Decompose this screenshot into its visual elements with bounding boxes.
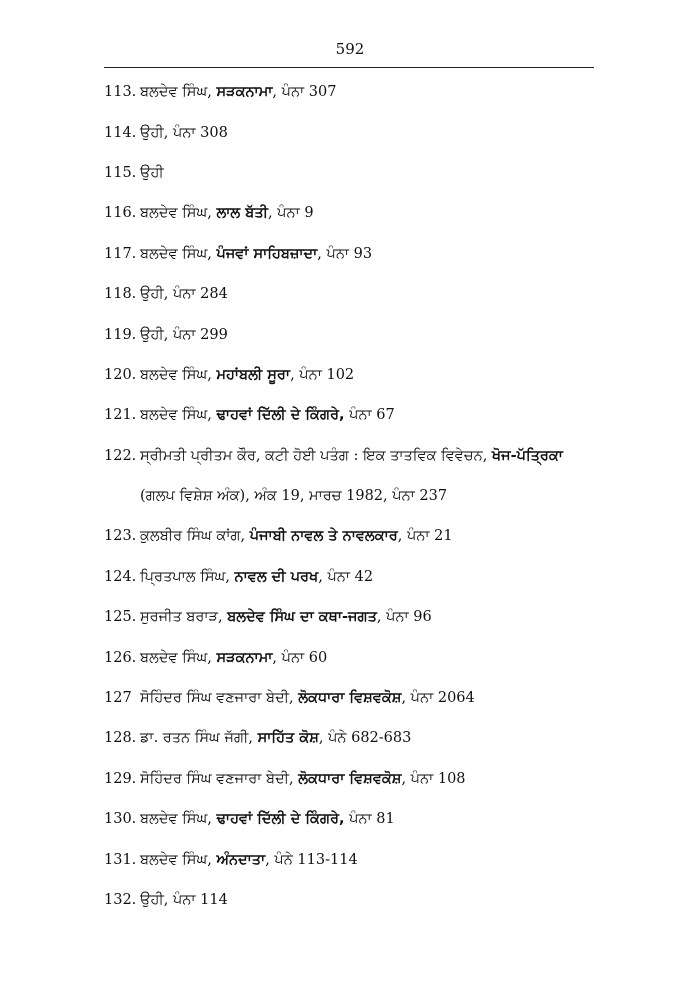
endnote-title: ਅੰਨਦਾਤਾ	[216, 851, 266, 868]
endnote-text: , ਪੰਨਾ 2064	[401, 690, 475, 707]
endnote-title: ਲਾਲ ਬੱਤੀ	[216, 205, 268, 222]
endnote-title: ਸੜਕਨਾਮਾ	[216, 649, 273, 666]
endnote	[104, 274, 604, 314]
endnote-text: ਬਲਦੇਵ ਸਿੰਘ,	[140, 649, 217, 666]
endnote-number: 117.	[104, 245, 137, 262]
endnote-number: 124.	[104, 568, 137, 585]
endnote	[104, 193, 604, 233]
header-rule	[104, 67, 594, 68]
endnote	[104, 314, 604, 354]
endnote-title: ਲੋਕਧਾਰਾ ਵਿਸ਼ਵਕੋਸ਼	[298, 770, 402, 787]
endnote-number: 123.	[104, 528, 137, 545]
endnote-text: ਉਹੀ, ਪੰਨਾ 308	[140, 124, 228, 141]
endnote	[104, 799, 604, 839]
endnote-number: 126.	[104, 649, 137, 666]
endnote-title: ਮਹਾਂਬਲੀ ਸੂਰਾ	[216, 366, 291, 383]
endnote-text: ਬਲਦੇਵ ਸਿੰਘ,	[140, 407, 217, 424]
endnote-number: 119.	[104, 326, 137, 343]
endnote	[104, 839, 604, 879]
endnote-number: 128.	[104, 730, 137, 747]
endnote-text: ਬਲਦੇਵ ਸਿੰਘ,	[140, 811, 217, 828]
endnote-number: 113.	[104, 84, 137, 101]
endnote-text: , ਪੰਨੇ 113-114	[265, 851, 358, 868]
endnote-number: 132.	[104, 892, 137, 908]
endnote	[104, 637, 604, 677]
endnote-text: , ਪੰਨਾ 9	[267, 205, 314, 222]
endnote-text: ਉਹੀ, ਪੰਨਾ 114	[140, 892, 228, 908]
endnote	[104, 234, 604, 274]
endnote-number: 118.	[104, 286, 137, 303]
endnote	[104, 516, 604, 556]
endnote-number: 131.	[104, 851, 137, 868]
endnote-text: , ਪੰਨਾ 60	[272, 649, 328, 666]
endnotes-list	[104, 72, 604, 920]
endnote-number: 115.	[104, 164, 137, 181]
endnote-text: ਉਹੀ	[140, 164, 164, 181]
endnote-text: ਪ੍ਰਿਤਪਾਲ ਸਿੰਘ,	[140, 568, 235, 585]
endnote	[104, 718, 604, 758]
endnote-text: , ਪੰਨਾ 96	[376, 609, 432, 626]
endnote-text: ਬਲਦੇਵ ਸਿੰਘ,	[140, 205, 217, 222]
page-number: 592	[335, 40, 365, 58]
endnote	[104, 72, 604, 112]
endnote-title: ਲੋਕਧਾਰਾ ਵਿਸ਼ਵਕੋਸ਼	[298, 690, 402, 707]
endnote-title: ਪੰਜਵਾਂ ਸਾਹਿਬਜ਼ਾਦਾ	[216, 245, 318, 262]
endnote-text: ਸ੍ਰੀਮਤੀ ਪ੍ਰੀਤਮ ਕੌਰ, ਕਟੀ ਹੋਈ ਪਤੰਗ : ਇਕ ਤਾਤਵਿਕ ਵਿਵੇਚਨ,	[140, 447, 492, 464]
endnote-text: ਸੁਰਜੀਤ ਬਰਾੜ,	[140, 609, 228, 626]
endnote	[104, 678, 604, 718]
endnote	[104, 880, 604, 920]
endnote-text: , ਪੰਨਾ 93	[317, 245, 373, 262]
endnote-number: 116.	[104, 205, 137, 222]
endnote-number: 129.	[104, 770, 137, 787]
endnote-number: 125.	[104, 609, 137, 626]
endnote-title: ਬਲਦੇਵ ਸਿੰਘ ਦਾ ਕਥਾ-ਜਗਤ	[227, 609, 377, 626]
endnote-text: ਸੋਹਿੰਦਰ ਸਿੰਘ ਵਣਜਾਰਾ ਬੇਦੀ,	[140, 690, 299, 707]
endnote	[104, 557, 604, 597]
endnote-title: ਸਾਹਿੱਤ ਕੋਸ਼	[257, 730, 319, 747]
endnote	[104, 395, 604, 435]
endnote	[104, 436, 604, 476]
endnote-text: , ਪੰਨਾ 307	[272, 84, 337, 101]
endnote-text: ਬਲਦੇਵ ਸਿੰਘ,	[140, 245, 217, 262]
endnote-text: (ਗਲਪ ਵਿਸ਼ੇਸ਼ ਅੰਕ), ਅੰਕ 19, ਮਾਰਚ 1982, ਪੰਨਾ 237	[140, 488, 448, 505]
endnote	[104, 153, 604, 193]
endnote	[104, 112, 604, 152]
endnote	[104, 355, 604, 395]
endnote-number: 121.	[104, 407, 137, 424]
endnote-number: 127	[104, 690, 132, 707]
endnote-text: , ਪੰਨਾ 108	[401, 770, 466, 787]
endnote-text: ਡਾ. ਰਤਨ ਸਿੰਘ ਜੱਗੀ,	[140, 730, 258, 747]
endnote-title: ਢਾਹਵਾਂ ਦਿੱਲੀ ਦੇ ਕਿੰਗਰੇ,	[216, 407, 345, 424]
endnote-text: ਸੋਹਿੰਦਰ ਸਿੰਘ ਵਣਜਾਰਾ ਬੇਦੀ,	[140, 770, 299, 787]
endnote-title: ਖੋਜ-ਪੱਤ੍ਰਿਕਾ	[491, 447, 563, 464]
endnote-number: 120.	[104, 366, 137, 383]
endnote-text: , ਪੰਨੇ 682-683	[318, 730, 412, 747]
endnote-text: ਪੰਨਾ 67	[344, 407, 395, 424]
endnote	[104, 597, 604, 637]
endnote-text: ਬਲਦੇਵ ਸਿੰਘ,	[140, 366, 217, 383]
endnote-title: ਪੰਜਾਬੀ ਨਾਵਲ ਤੇ ਨਾਵਲਕਾਰ	[249, 528, 398, 545]
endnote-number: 130.	[104, 811, 137, 828]
endnote	[104, 759, 604, 799]
endnote-text: ਬਲਦੇਵ ਸਿੰਘ,	[140, 84, 217, 101]
endnote-text: ਉਹੀ, ਪੰਨਾ 299	[140, 326, 228, 343]
endnote-text: ਬਲਦੇਵ ਸਿੰਘ,	[140, 851, 217, 868]
endnote-text: , ਪੰਨਾ 102	[290, 366, 355, 383]
endnote-text: ਕੁਲਬੀਰ ਸਿੰਘ ਕਾਂਗ,	[140, 528, 250, 545]
endnote-text: , ਪੰਨਾ 21	[397, 528, 453, 545]
endnote-number: 114.	[104, 124, 137, 141]
endnote-title: ਸੜਕਨਾਮਾ	[216, 84, 273, 101]
endnote-continuation	[104, 476, 604, 516]
endnote-number: 122.	[104, 447, 137, 464]
endnote-text: ਪੰਨਾ 81	[344, 811, 395, 828]
endnote-text: , ਪੰਨਾ 42	[318, 568, 374, 585]
endnote-title: ਨਾਵਲ ਦੀ ਪਰਖ	[234, 568, 319, 585]
endnote-text: ਉਹੀ, ਪੰਨਾ 284	[140, 286, 228, 303]
endnote-title: ਢਾਹਵਾਂ ਦਿੱਲੀ ਦੇ ਕਿੰਗਰੇ,	[216, 811, 345, 828]
